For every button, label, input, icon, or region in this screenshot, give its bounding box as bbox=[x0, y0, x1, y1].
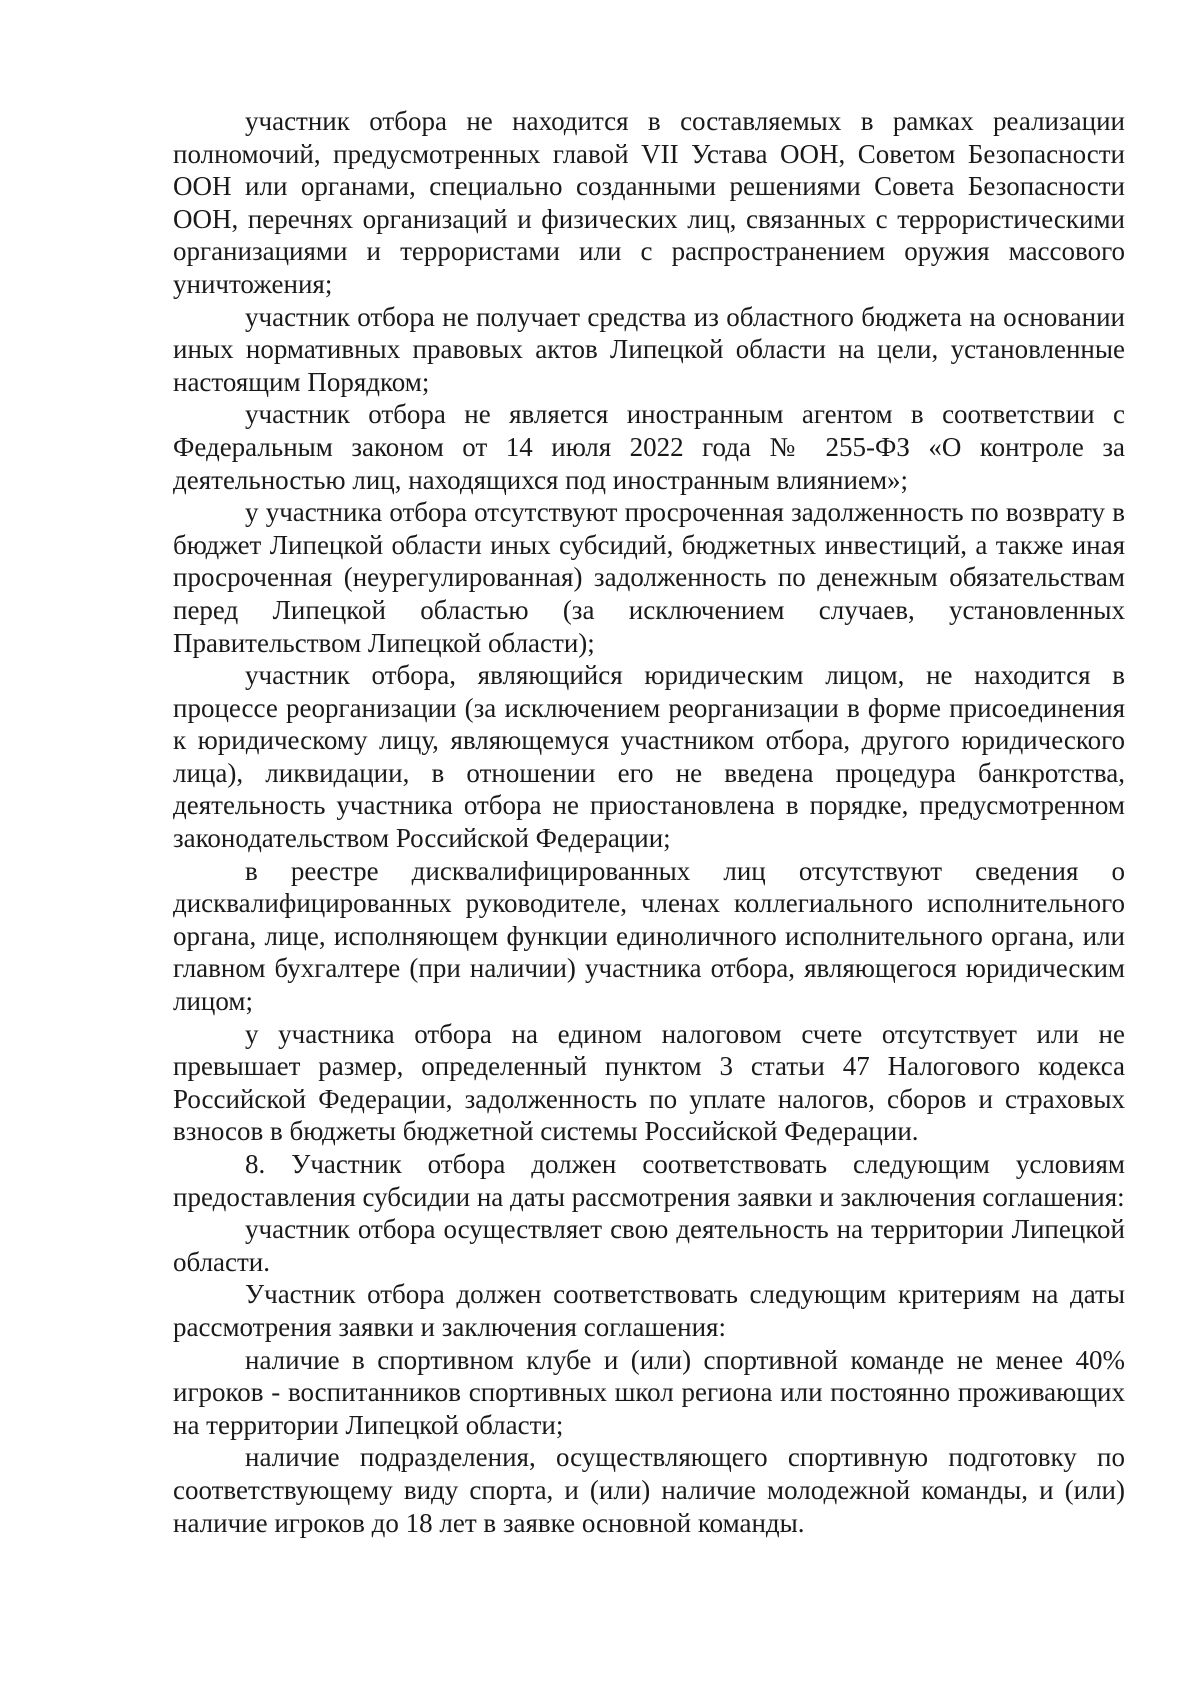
paragraph-disqualified-persons: в реестре дисквалифицированных лиц отсутствуют сведения о дисквалифицированных руководителе, членах коллегиального исполнительного органа, лице, исполняющем функции единоличного исполнительного органа, или главном бухгалтере (при наличии) участника отбора, являющегося юридическим лицом; bbox=[173, 855, 1125, 1017]
paragraph-no-overdue-debt: у участника отбора отсутствуют просроченная задолженность по возврату в бюджет Липецкой области иных субсидий, бюджетных инвестиций, а также иная просроченная (неурегулированная) задолженность по денежным обязательствам перед Липецкой областью (за исключением случаев, установленных Правительством Липецкой области); bbox=[173, 497, 1125, 658]
paragraph-criterion-players: наличие в спортивном клубе и (или) спортивной команде не менее 40% игроков - воспитанников спортивных школ региона или постоянно проживающих на территории Липецкой области; bbox=[173, 1344, 1125, 1440]
paragraph-item-8-conditions: 8. Участник отбора должен соответствовать следующим условиям предоставления субсидии на даты рассмотрения заявки и заключения соглашения: bbox=[173, 1149, 1125, 1212]
paragraph-un-sanctions-lists: участник отбора не находится в составляемых в рамках реализации полномочий, предусмотренных главой VII Устава ООН, Советом Безопасности ООН или органами, специально созданными решениями Совета Безопасности ООН, перечнях организаций и физических лиц, связанных с террористическими организациями и террористами или с распространением оружия массового уничтожения; bbox=[173, 106, 1125, 299]
paragraph-criteria-intro: Участник отбора должен соответствовать следующим критериям на даты рассмотрения заявки и заключения соглашения: bbox=[173, 1279, 1125, 1342]
paragraph-not-foreign-agent: участник отбора не является иностранным агентом в соответствии с Федеральным законом от 14 июля 2022 года № 255-ФЗ «О контроле за деятельностью лиц, находящихся под иностранным влиянием»; bbox=[173, 399, 1125, 495]
paragraph-no-reorganization: участник отбора, являющийся юридическим лицом, не находится в процессе реорганизации (за исключением реорганизации в форме присоединения к юридическому лицу, являющемуся участником отбора, другого юридического лица), ликвидации, в отношении его не введена процедура банкротства, деятельность участника отбора не приостановлена в порядке, предусмотренном законодательством Российской Федерации; bbox=[173, 660, 1125, 854]
paragraph-no-regional-funds: участник отбора не получает средства из областного бюджета на основании иных нормативных правовых актов Липецкой области на цели, установленные настоящим Порядком; bbox=[173, 301, 1125, 397]
paragraph-lipetsk-territory: участник отбора осуществляет свою деятельность на территории Липецкой области. bbox=[173, 1214, 1125, 1277]
paragraph-tax-debt: у участника отбора на едином налоговом счете отсутствует или не превышает размер, определенный пунктом 3 статьи 47 Налогового кодекса Российской Федерации, задолженность по уплате налогов, сборов и страховых взносов в бюджеты бюджетной системы Российской Федерации. bbox=[173, 1018, 1125, 1147]
document-page bbox=[173, 105, 1125, 1539]
paragraph-criterion-youth: наличие подразделения, осуществляющего спортивную подготовку по соответствующему виду спорта, и (или) наличие молодежной команды, и (или) наличие игроков до 18 лет в заявке основной команды. bbox=[173, 1442, 1125, 1538]
